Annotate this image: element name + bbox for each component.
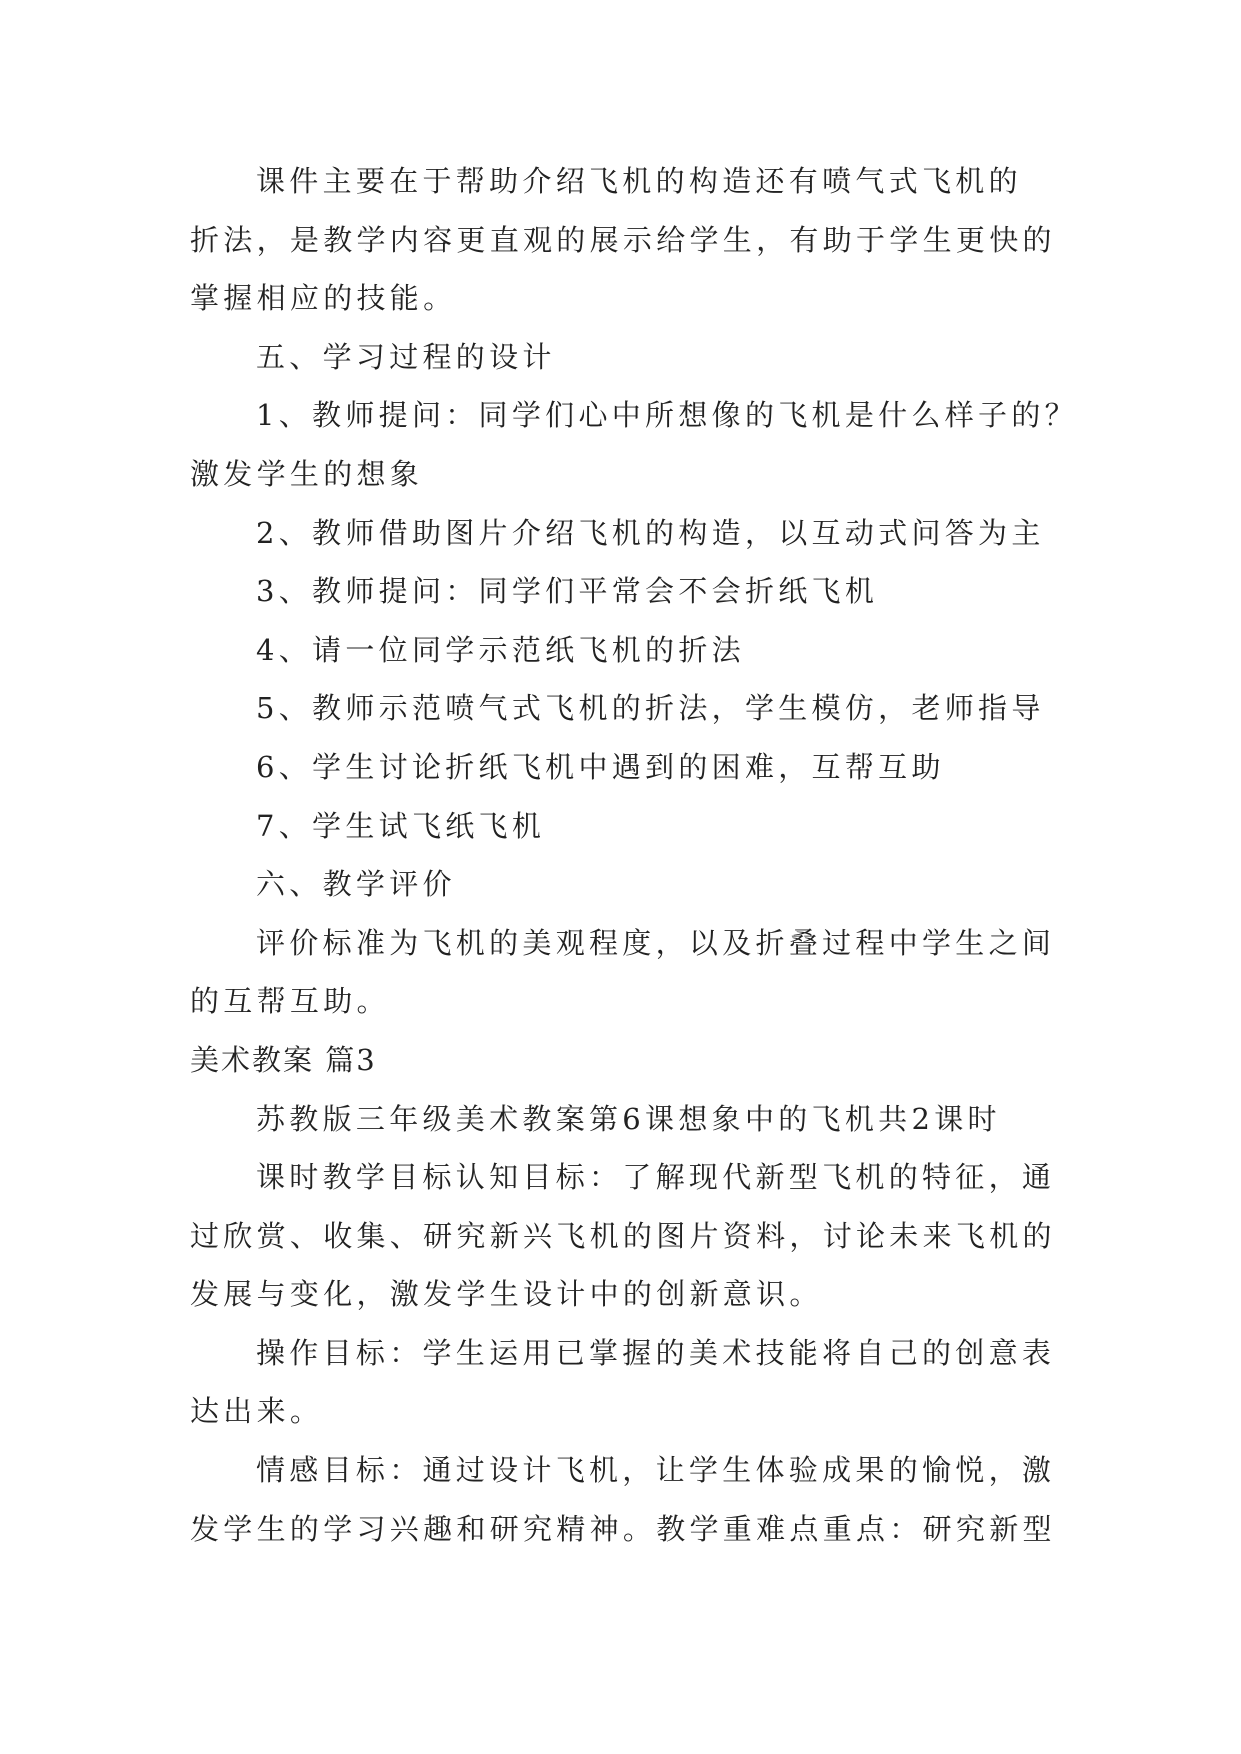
list-item: 6、学生讨论折纸飞机中遇到的困难，互帮互助 — [256, 749, 945, 784]
list-item: 2、教师借助图片介绍飞机的构造，以互动式问答为主 — [256, 515, 1045, 550]
paragraph-line: 的互帮互助。 — [190, 984, 390, 1019]
paragraph-line: 发学生的学习兴趣和研究精神。教学重难点重点：研究新型 — [190, 1511, 1056, 1546]
list-item: 1、教师提问：同学们心中所想像的飞机是什么样子的？ — [256, 398, 1078, 433]
section-heading: 五、学习过程的设计 — [256, 339, 556, 374]
paragraph-line: 操作目标：学生运用已掌握的美术技能将自己的创意表 — [256, 1335, 1056, 1370]
list-item-continuation: 激发学生的想象 — [190, 456, 424, 491]
paragraph-line: 课件主要在于帮助介绍飞机的构造还有喷气式飞机的 — [256, 164, 1022, 198]
paragraph-line: 发展与变化，激发学生设计中的创新意识。 — [190, 1277, 823, 1312]
paragraph-line: 达出来。 — [190, 1394, 324, 1429]
paragraph-line: 评价标准为飞机的美观程度，以及折叠过程中学生之间 — [256, 925, 1056, 960]
list-item: 5、教师示范喷气式飞机的折法，学生模仿，老师指导 — [256, 691, 1045, 726]
paragraph-line: 过欣赏、收集、研究新兴飞机的图片资料，讨论未来飞机的 — [190, 1218, 1056, 1253]
paragraph-line: 掌握相应的技能。 — [190, 281, 457, 316]
document-body — [190, 152, 1078, 1558]
paragraph-line: 课时教学目标认知目标：了解现代新型飞机的特征，通 — [256, 1160, 1056, 1195]
list-item: 4、请一位同学示范纸飞机的折法 — [256, 632, 745, 667]
list-item: 7、学生试飞纸飞机 — [256, 808, 546, 843]
section-title: 美术教案 篇3 — [190, 1042, 377, 1077]
paragraph-line: 折法，是教学内容更直观的展示给学生，有助于学生更快的 — [190, 222, 1056, 257]
section-heading: 六、教学评价 — [256, 867, 456, 902]
list-item: 3、教师提问：同学们平常会不会折纸飞机 — [256, 574, 879, 609]
paragraph-line: 情感目标：通过设计飞机，让学生体验成果的愉悦，激 — [256, 1453, 1056, 1488]
paragraph-line: 苏教版三年级美术教案第6课想象中的飞机共2课时 — [256, 1101, 1001, 1136]
